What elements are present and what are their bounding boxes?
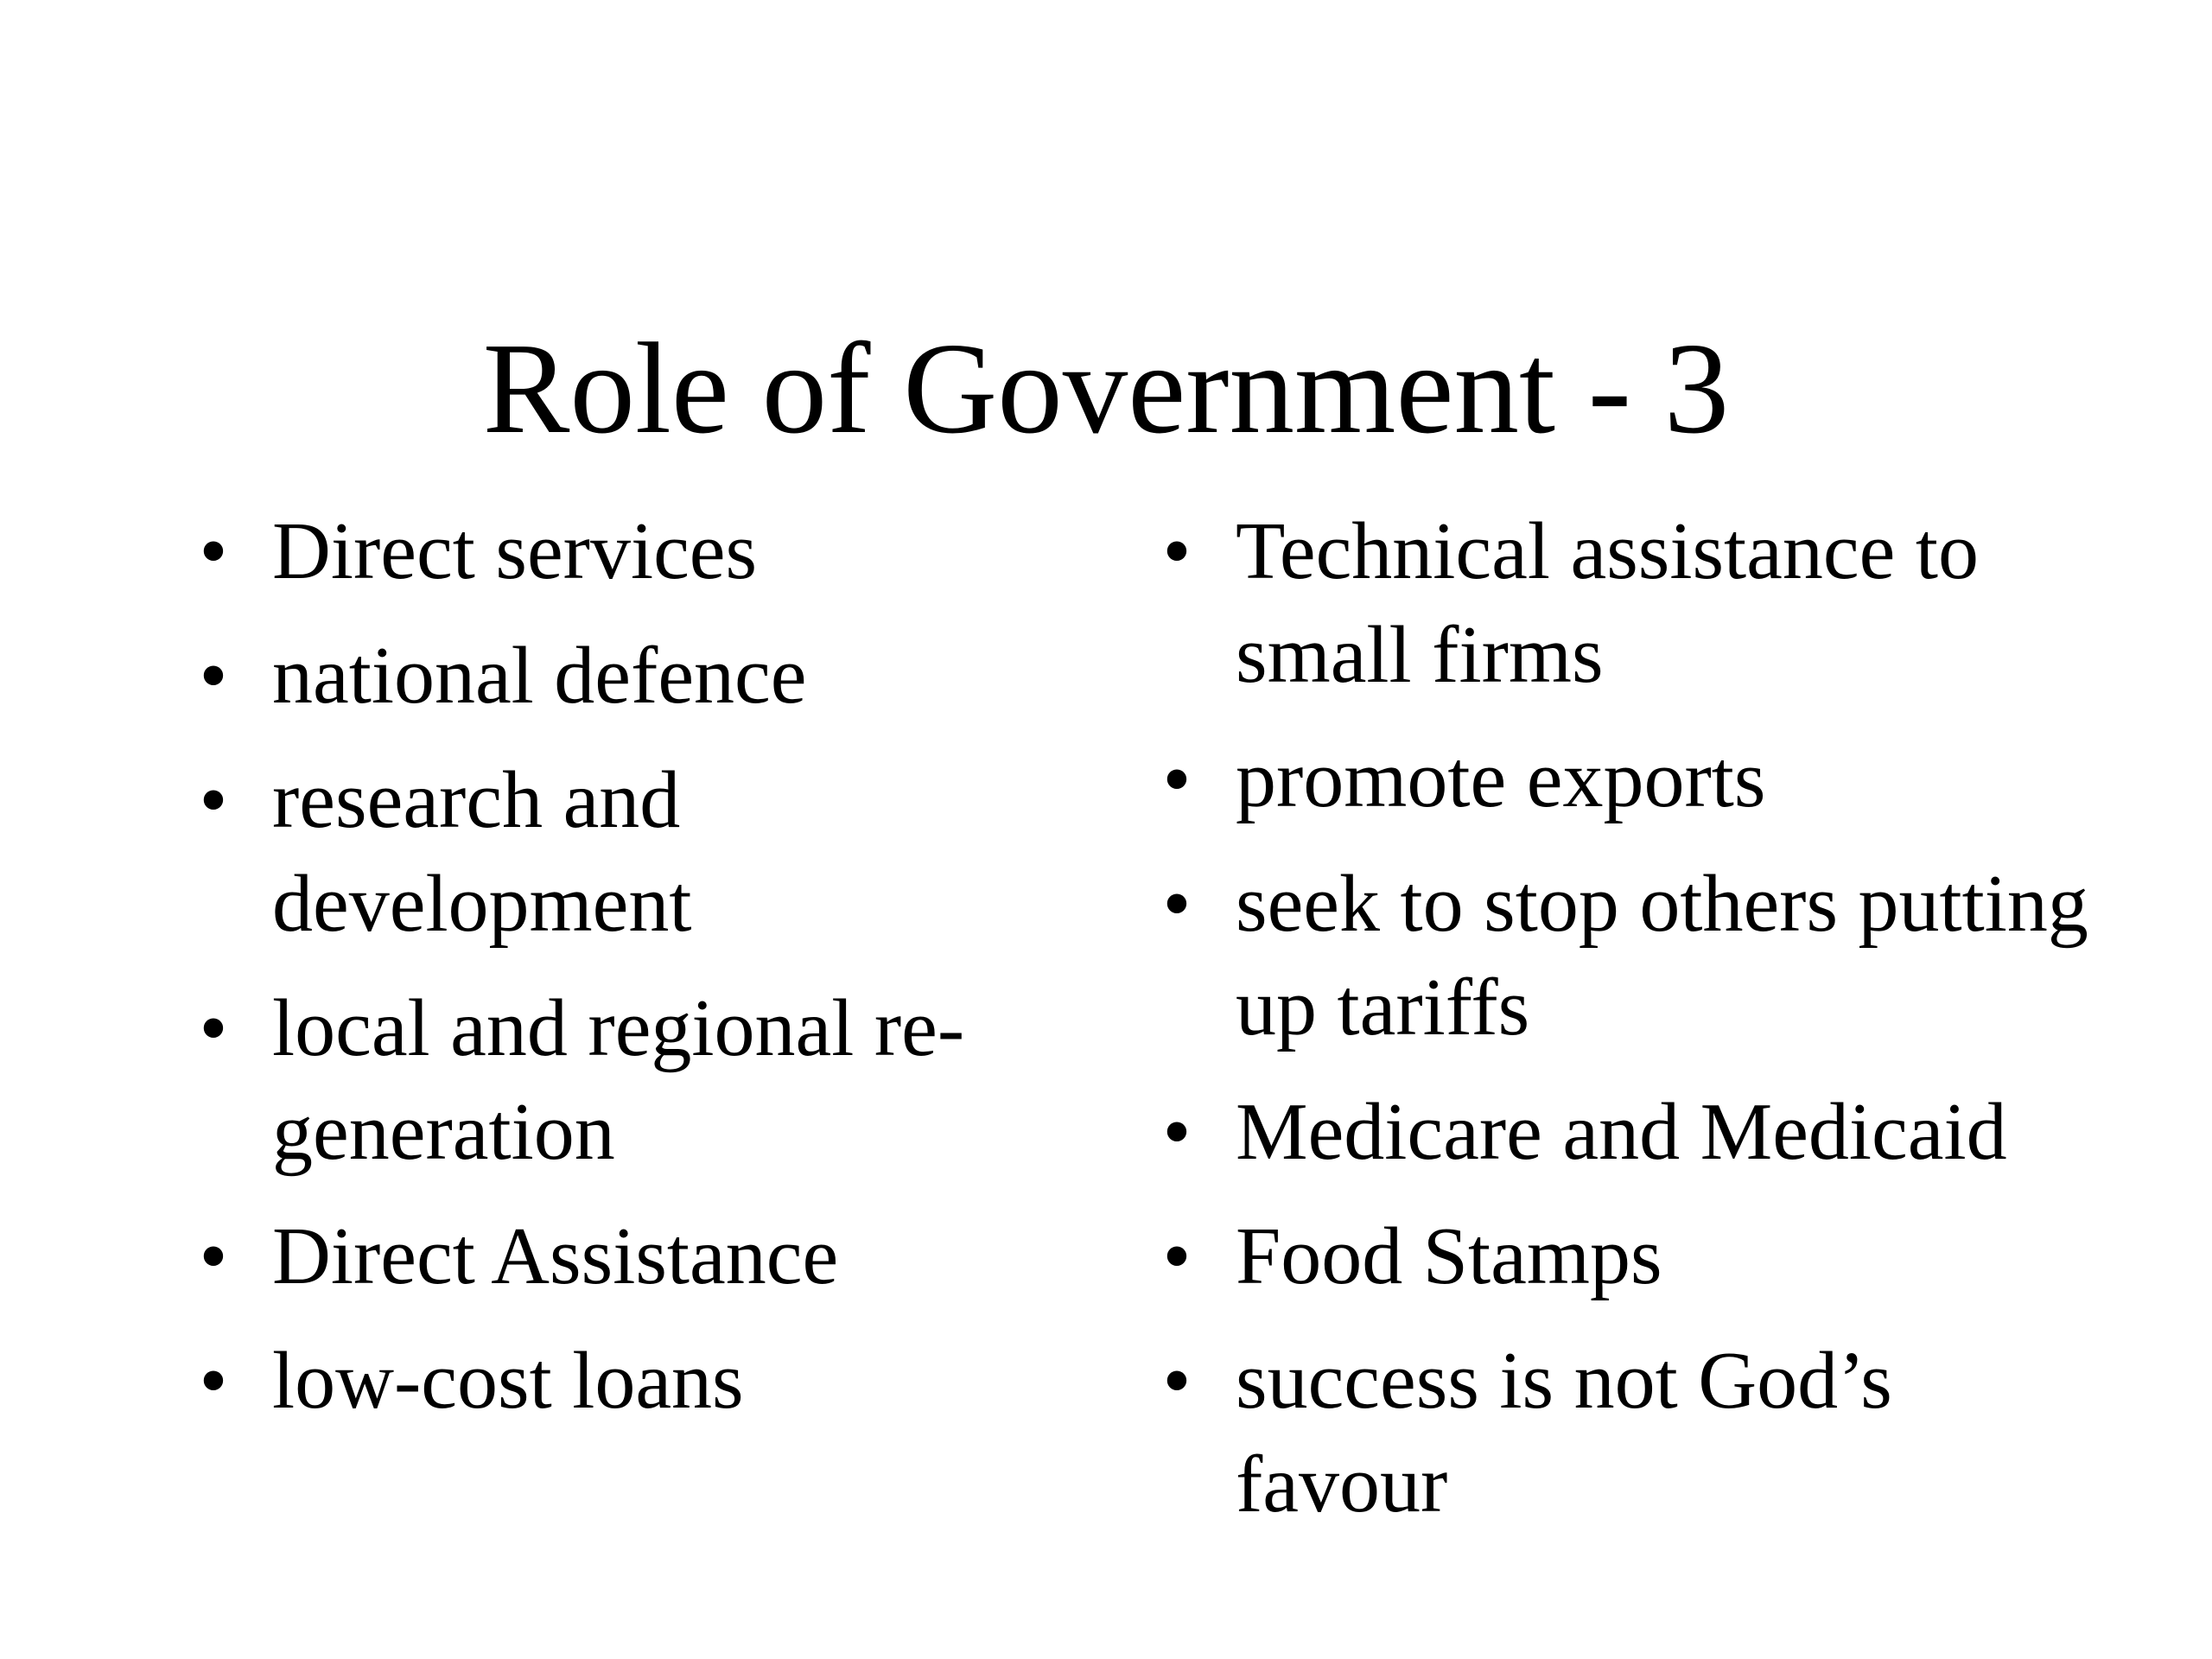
bullet-icon: • — [1162, 734, 1192, 824]
list-item-text: Direct services — [272, 506, 758, 596]
bullet-icon: • — [1162, 1211, 1192, 1301]
list-item-text: promote exports — [1236, 734, 1766, 824]
bullet-icon: • — [199, 755, 228, 845]
right-bullet-list — [1162, 499, 2117, 1557]
list-item — [1162, 1205, 2117, 1308]
bullet-icon: • — [1162, 1336, 1192, 1426]
list-item — [199, 624, 1084, 728]
list-item-text: Medicare and Medicaid — [1236, 1087, 2007, 1177]
list-item-text: national defence — [272, 631, 807, 721]
list-item-text: Direct Assistance — [272, 1211, 839, 1301]
bullet-icon: • — [1162, 1087, 1192, 1177]
list-item-text: low-cost loans — [272, 1336, 744, 1426]
list-item — [1162, 1329, 2117, 1536]
list-item — [1162, 852, 2117, 1059]
list-item-text: Food Stamps — [1236, 1211, 1662, 1301]
list-item-text: local and regional re-generation — [272, 983, 965, 1177]
list-item-text: seek to stop others putting up tariffs — [1236, 859, 2088, 1052]
list-item — [199, 748, 1084, 956]
list-item — [199, 976, 1084, 1184]
bullet-icon: • — [1162, 859, 1192, 949]
list-item — [199, 1205, 1084, 1308]
list-item — [199, 499, 1084, 603]
list-item-text: research and development — [272, 755, 692, 949]
bullet-icon: • — [1162, 506, 1192, 596]
list-item-text: success is not God’s favour — [1236, 1336, 1892, 1529]
bullet-icon: • — [199, 506, 228, 596]
list-item — [1162, 499, 2117, 707]
bullet-icon: • — [199, 631, 228, 721]
slide-title: Role of Government - 3 — [482, 315, 1730, 461]
bullet-icon: • — [199, 983, 228, 1073]
list-item-text: Technical assistance to small firms — [1236, 506, 1979, 700]
bullet-icon: • — [199, 1211, 228, 1301]
list-item — [1162, 1080, 2117, 1184]
bullet-icon: • — [199, 1336, 228, 1426]
list-item — [1162, 728, 2117, 831]
list-item — [199, 1329, 1084, 1433]
left-bullet-list — [199, 499, 1084, 1453]
